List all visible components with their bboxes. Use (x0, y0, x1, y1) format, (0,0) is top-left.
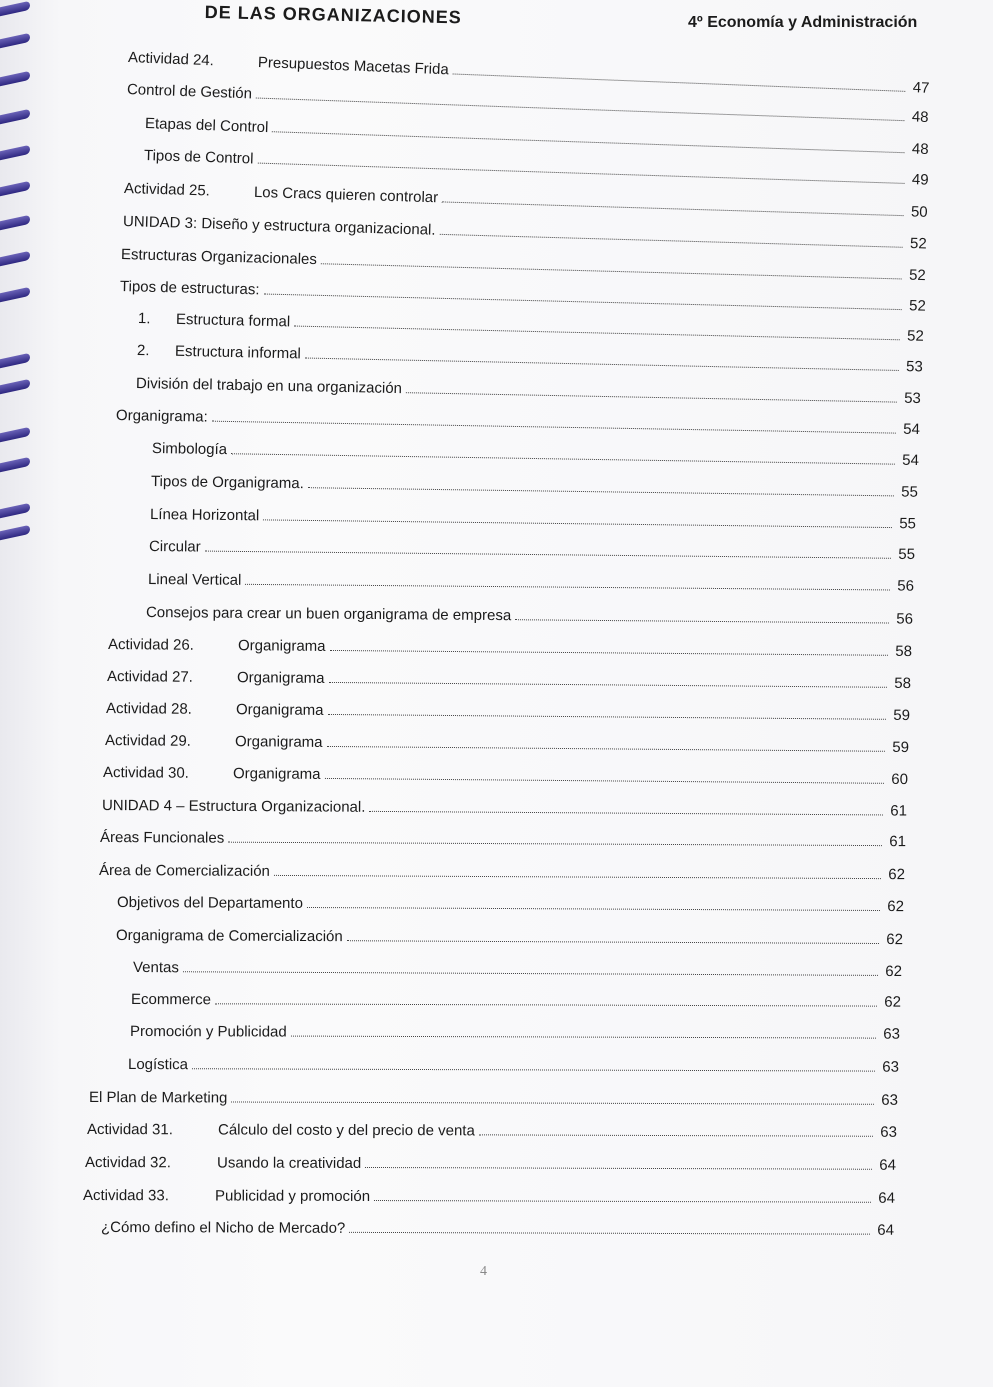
entry-number: Actividad 29. (104, 732, 191, 750)
entry-number: Actividad 30. (102, 764, 189, 782)
entry-title: Tipos de Control (143, 147, 254, 168)
dot-leader (453, 73, 906, 91)
dot-leader (305, 358, 899, 371)
entry-number: Actividad 24. (127, 49, 215, 70)
toc-entry (101, 1218, 894, 1241)
entry-page-number: 48 (911, 108, 929, 126)
entry-page-number: 49 (911, 171, 929, 189)
dot-leader (192, 1068, 875, 1071)
entry-title: Etapas del Control (144, 115, 269, 137)
toc-entry (106, 699, 910, 726)
entry-title: Áreas Funcionales (99, 829, 225, 847)
dot-leader (347, 940, 879, 944)
dot-leader (365, 1167, 872, 1170)
toc-entry (103, 763, 908, 790)
entry-page-number: 56 (896, 610, 914, 628)
dot-leader (515, 619, 889, 623)
toc-entry (116, 926, 903, 950)
entry-title: Los Cracs quieren controlar (253, 183, 439, 207)
toc-entry (128, 1055, 899, 1078)
dot-leader (321, 263, 902, 279)
toc-entry (138, 309, 924, 347)
dot-leader (330, 650, 888, 656)
entry-page-number: 64 (877, 1221, 895, 1239)
entry-title: UNIDAD 3: Diseño y estructura organizacional. (122, 213, 436, 239)
entry-title: Ecommerce (130, 991, 212, 1009)
entry-title: Organigrama (236, 669, 325, 687)
dot-leader (328, 714, 886, 720)
entry-number: 2. (136, 342, 150, 360)
entry-page-number: 60 (891, 770, 909, 789)
toc-entry (150, 505, 916, 534)
dot-leader (308, 487, 894, 496)
dot-leader (263, 519, 892, 528)
dot-leader (406, 392, 897, 402)
entry-title: Organigrama (234, 733, 323, 751)
dot-leader (183, 971, 878, 976)
dot-leader (263, 294, 901, 311)
dot-leader (205, 551, 891, 559)
entry-number: 1. (137, 310, 151, 328)
entry-title: Publicidad y promoción (214, 1187, 371, 1206)
entry-number: Actividad 28. (105, 700, 192, 718)
toc-entry (89, 1088, 898, 1111)
dot-leader (257, 163, 904, 184)
toc-entry (83, 1186, 895, 1209)
dot-leader (228, 842, 882, 846)
entry-title: Línea Horizontal (149, 506, 260, 525)
toc-entry (116, 406, 920, 440)
dot-leader (212, 421, 896, 434)
toc-entry (105, 731, 909, 758)
entry-page-number: 55 (899, 515, 917, 533)
dot-leader (479, 1134, 873, 1136)
dot-leader (325, 778, 884, 784)
entry-title: Presupuestos Macetas Frida (257, 53, 450, 79)
dot-leader (369, 811, 883, 816)
entry-page-number: 54 (902, 451, 920, 470)
entry-title: Lineal Vertical (147, 571, 242, 589)
toc-entry (107, 667, 911, 694)
entry-title: Control de Gestión (126, 81, 253, 103)
entry-page-number: 54 (903, 420, 921, 439)
header-right-title: 4º Economía y Administración (688, 14, 918, 31)
entry-page-number: 58 (895, 642, 913, 661)
entry-title: Ventas (132, 959, 179, 977)
entry-page-number: 64 (879, 1156, 897, 1174)
toc-entry (130, 1022, 900, 1045)
entry-page-number: 56 (897, 577, 915, 595)
header-left-title: DE LAS ORGANIZACIONES (204, 2, 462, 28)
entry-page-number: 55 (901, 483, 919, 501)
entry-title: Cálculo del costo y del precio de venta (217, 1121, 475, 1140)
entry-page-number: 48 (911, 140, 929, 158)
dot-leader (291, 1036, 876, 1039)
toc-entry (149, 537, 915, 565)
entry-title: Organigrama de Comercialización (115, 927, 343, 946)
dot-leader (274, 875, 881, 879)
dot-leader (307, 907, 880, 911)
entry-page-number: 52 (908, 297, 926, 315)
entry-page-number: 62 (886, 931, 904, 949)
entry-page-number: 63 (883, 1025, 901, 1043)
toc-entry (131, 990, 901, 1013)
toc-entry (136, 374, 921, 409)
entry-page-number: 62 (884, 993, 902, 1011)
entry-title: Organigrama (237, 637, 326, 655)
toc-entry (152, 439, 919, 471)
entry-page-number: 52 (909, 234, 927, 253)
entry-title: Estructuras Organizacionales (120, 246, 318, 269)
dot-leader (231, 1101, 874, 1104)
entry-number: Actividad 33. (82, 1187, 169, 1205)
toc-entry (151, 472, 918, 503)
toc-entry (133, 958, 902, 982)
entry-title: Simbología (151, 440, 228, 459)
entry-page-number: 64 (878, 1189, 896, 1207)
toc-entry (99, 861, 905, 885)
entry-title: UNIDAD 4 – Estructura Organizacional. (101, 797, 366, 816)
toc-entry (100, 828, 906, 852)
entry-page-number: 50 (910, 203, 928, 221)
entry-title: Logística (127, 1056, 189, 1074)
entry-number: Actividad 25. (123, 180, 211, 200)
dot-leader (272, 131, 904, 153)
entry-title: División del trabajo en una organización (135, 375, 403, 398)
entry-page-number: 52 (906, 327, 925, 345)
entry-page-number: 62 (887, 898, 905, 916)
entry-page-number: 62 (885, 962, 903, 981)
entry-page-number: 53 (904, 389, 922, 408)
entry-title: ¿Cómo defino el Nicho de Mercado? (100, 1219, 346, 1237)
entry-title: El Plan de Marketing (88, 1089, 228, 1107)
dot-leader (256, 98, 905, 122)
dot-leader (329, 682, 887, 688)
dot-leader (439, 234, 902, 248)
dot-leader (442, 201, 904, 216)
entry-page-number: 58 (894, 674, 912, 693)
entry-number: Actividad 27. (106, 668, 193, 686)
toc-entry (108, 635, 912, 662)
entry-page-number: 61 (889, 833, 907, 851)
dot-leader (245, 584, 890, 591)
entry-page-number: 55 (898, 545, 916, 564)
toc-entry (137, 341, 923, 377)
entry-page-number: 63 (881, 1091, 899, 1109)
entry-title: Organigrama: (115, 407, 208, 426)
entry-title: Tipos de estructuras: (119, 278, 260, 299)
dot-leader (327, 746, 885, 752)
entry-page-number: 47 (912, 79, 930, 97)
entry-title: Tipos de Organigrama. (150, 473, 304, 493)
toc-entry (85, 1153, 896, 1176)
entry-page-number: 59 (892, 738, 910, 757)
entry-title: Promoción y Publicidad (129, 1023, 287, 1041)
entry-title: Organigrama (235, 701, 324, 719)
entry-page-number: 63 (882, 1058, 900, 1076)
entry-number: Actividad 32. (84, 1154, 171, 1172)
entry-page-number: 59 (893, 706, 911, 725)
entry-title: Usando la creatividad (216, 1154, 362, 1172)
entry-page-number: 61 (890, 802, 908, 820)
entry-page-number: 62 (888, 866, 906, 884)
toc-entry (87, 1120, 897, 1143)
entry-page-number: 53 (905, 358, 924, 376)
entry-number: Actividad 31. (86, 1121, 173, 1139)
dot-leader (374, 1200, 871, 1203)
entry-number: Actividad 26. (107, 636, 194, 654)
entry-title: Consejos para crear un buen organigrama de empresa (145, 604, 512, 625)
entry-title: Circular (148, 538, 201, 556)
entry-title: Objetivos del Departamento (116, 894, 303, 912)
toc-entry (117, 893, 904, 917)
dot-leader (349, 1232, 870, 1235)
toc-entry (148, 570, 914, 597)
entry-title: Área de Comercialización (98, 862, 270, 880)
toc-entry (146, 603, 913, 630)
footer-page-number: 4 (480, 1264, 487, 1279)
entry-page-number: 63 (880, 1123, 898, 1141)
dot-leader (231, 453, 895, 464)
entry-title: Organigrama (232, 765, 321, 783)
dot-leader (215, 1003, 877, 1006)
entry-title: Estructura informal (174, 342, 302, 363)
toc-entry (102, 796, 907, 822)
entry-title: Estructura formal (175, 310, 291, 331)
dot-leader (294, 326, 900, 341)
entry-page-number: 52 (908, 266, 926, 285)
